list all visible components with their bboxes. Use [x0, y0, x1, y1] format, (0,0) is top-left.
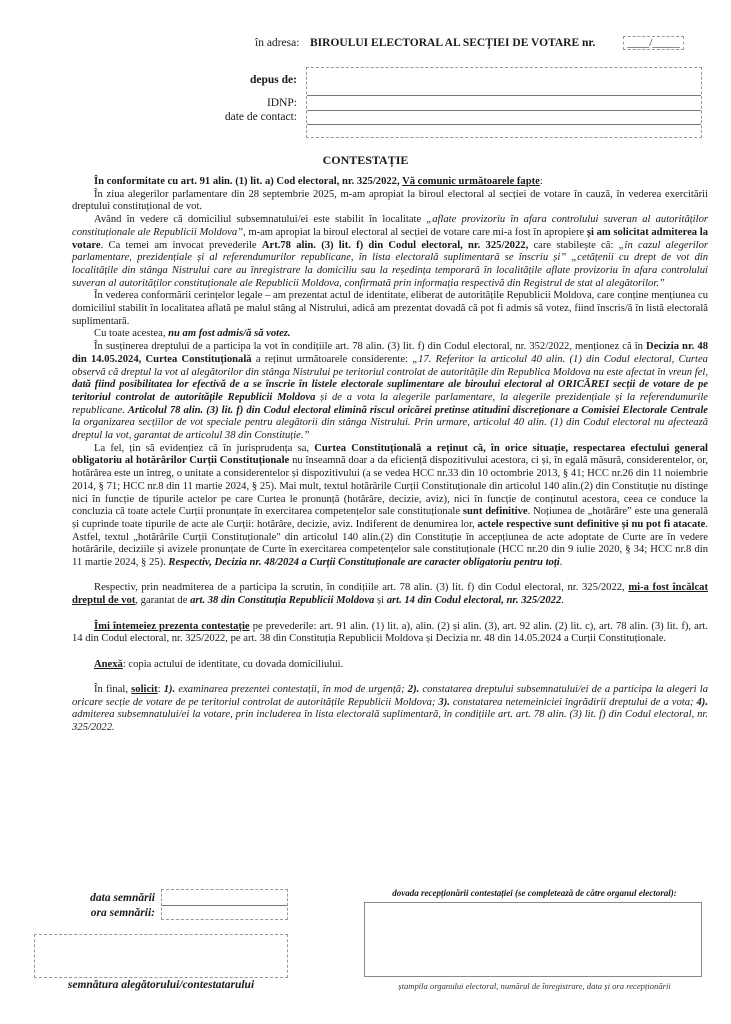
paragraph: [72, 443, 708, 570]
filed-by-label: depus de:: [250, 74, 297, 86]
text-run: Având în vedere că domiciliul subsemnatului/ei este stabilit în localitate: [94, 214, 427, 226]
sign-time-field[interactable]: [162, 906, 287, 920]
idnp-field[interactable]: [307, 96, 701, 111]
text-run: sunt definitive: [462, 506, 528, 518]
paragraph: [72, 341, 708, 443]
text-run: Respectiv, Decizia nr. 48/2024 a Curții Constituționale are caracter obligatoriu pentru toți: [168, 557, 560, 569]
address-value: BIROULUI ELECTORAL AL SECȚIEI DE VOTARE nr.: [310, 37, 596, 49]
text-run: Curtea Constituțională a reținut că, în orice situație, respectarea efectului general obligatoriu al hotărârilor Curții Constituționale: [72, 442, 708, 467]
sign-date-label: data semnării: [90, 892, 155, 904]
section-number-field[interactable]: ____/_____: [623, 36, 684, 50]
text-run: În vederea conformării cerințelor legale – am prezentat actul de identitate, eliberat de autoritățile Republicii Moldova, care conține mențiunea cu domiciliul stabilit în localitatea aflată pe malul stâng al Nistrului, adică am prezentat dovadă că pot fi admis să votez, fiind înscris/ă în listă electorală suplimentară.: [72, 290, 708, 327]
text-run: . Ca temei am invocat prevederile: [100, 239, 262, 251]
text-run: solicit: [131, 684, 158, 696]
text-run: : copia actului de identitate, cu dovada domiciliului.: [122, 658, 344, 670]
contact-field[interactable]: [307, 111, 701, 125]
text-run: .: [559, 557, 563, 569]
text-run: „17. Referitor la articolul 40 alin. (1) din Codul electoral, Curtea observă că dreptul la vot al alegătorilor din stânga Nistrului pe teritoriul controlat de autoritățile din Republica Moldova nu este afectat în vreun fel,: [72, 353, 708, 378]
text-run: pe prevederile: art. 91 alin. (1) lit. a), alin. (2) și alin. (3), art. 92 alin. (2) lit. c), art. 78 alin. (3) lit. f), art. 14 din Codul electoral, nr. 325/2022, pe art. 38 din Constituția Republicii Moldova și Decizia nr. 48 din 14.05.2024 a Curții Constituționale.: [72, 620, 708, 645]
text-run: . Astfel, textul „hotărârile Curții Constituționale" din articolul 140 alin.(2) din Constituție în accepțiunea de acte adoptate de Curte are în vedere hotărârile, deciziile și avizele pronunțate de Curte în exercitarea competențelor sale constituționale (HCC nr.20 din 9 iulie 2020, § 34; HCC nr.8 din 11 martie 2024, § 25).: [72, 518, 708, 569]
text-run: Vă comunic următoarele fapte: [402, 176, 540, 187]
paragraph: [72, 290, 708, 328]
text-run: :: [157, 684, 164, 696]
text-run: Art.78 alin. (3) lit. f) din Codul electoral, nr. 325/2022,: [261, 239, 529, 251]
text-run: actele respective sunt definitive și nu pot fi atacate: [477, 518, 706, 530]
text-run: În conformitate cu art. 91 alin. (1) lit. a) Cod electoral, nr. 325/2022,: [94, 176, 403, 187]
text-run: , garantat de: [135, 595, 191, 607]
text-run: mi-a fost încălcat dreptul de vot: [72, 582, 708, 607]
paragraph: [72, 582, 708, 607]
text-run: În ziua alegerilor parlamentare din 28 septembrie 2025, m-am apropiat la biroul electoral al secției de votare în cauză, în vederea exercitării dreptului constituțional de vot.: [72, 188, 708, 213]
receipt-title: dovada recepționării contestației (se completează de către organul electoral):: [392, 888, 677, 898]
text-run: dată fiind posibilitatea lor efectivă de a se înscrie în listele electorale suplimentare ale biroului electoral al ORICĂREI secții de votare de pe teritoriul controlat de autoritățile Republicii Moldova: [72, 379, 708, 403]
text-run: 4).: [696, 696, 708, 708]
signature-caption: semnătura alegătorului/contestatarului: [67, 979, 255, 991]
paragraph: [72, 684, 708, 735]
text-run: 1).: [163, 684, 176, 696]
text-run: la organizarea secțiilor de vot speciale pentru alegătorii din stânga Nistrului. Prin urmare, articolul 40 alin. (1) din Codul electoral nu afectează dreptul la vot, garantat de articolul 38 din Constituție.”: [72, 417, 708, 442]
text-run: 3).: [438, 696, 450, 708]
text-run: nu înseamnă doar a da eficiență dispozitivului acestora, ci și, în egală măsură, considerentelor, or, hotărârea este un întreg, o unitate a considerentelor și dispozitivului (a se vedea HCC nr.33 din 10 octombrie 2013, § 41; HCC nr.26 din 11 noiembrie 2014, § 71; HCC nr.8 din 11 martie 2024, § 25). Mai mult, textul hotărârile Curții Constituționale din articolul 140 alin.(2) din Constituție nu distinge nici în funcție de tipurile actelor pe care Curtea le pronunță (hotărâre, decizie, aviz), nici în funcție de conținutul acestora, ceea ce conduce la concluzia că toate actele Curții pronunțate în exercitarea competențelor sale constituționale: [72, 455, 709, 518]
paragraph: [72, 214, 708, 290]
text-run: art. 14 din Codul electoral, nr. 325/2022: [386, 595, 562, 607]
text-run: care stabilește că:: [528, 239, 619, 251]
text-run: și am solicitat admiterea la votare: [72, 226, 708, 251]
text-run: Îmi întemeiez prezenta contestație: [94, 620, 250, 632]
text-run: :: [539, 176, 543, 187]
text-run: .: [561, 595, 564, 607]
paragraph: [72, 659, 708, 672]
text-run: constatarea dreptului subsemnatului/ei de a participa la alegeri la oricare secție de votare de pe teritoriul controlat de autoritățile Republicii Moldova;: [72, 684, 708, 708]
idnp-label: IDNP:: [266, 97, 297, 109]
text-run: 2).: [407, 684, 420, 696]
text-run: admiterea subsemnatului/ei la votare, prin includerea în lista electorală suplimentară, în condițiile art. art. 78 alin. (3) lit. f) din Codul electoral, nr. 325/2022.: [72, 709, 708, 734]
text-run: În final,: [94, 684, 132, 696]
contact-field-extra[interactable]: [307, 125, 701, 138]
text-run: , m-am apropiat la biroul electoral al secției de votare care mi-a fost în apropiere: [243, 226, 587, 238]
text-run: Cu toate acestea,: [94, 328, 169, 340]
text-run: constatarea netemeiniciei îngrădirii dreptului de a vota;: [449, 696, 697, 708]
text-run: „aflate provizoriu în afara controlului suveran al autorităților constituționale ale Republicii Moldova”: [72, 214, 708, 238]
paragraph: [72, 189, 708, 214]
text-run: art. 38 din Constituția Republicii Moldova: [190, 595, 375, 607]
text-run: a reținut următoarele considerente:: [251, 353, 413, 365]
receipt-box[interactable]: [364, 902, 702, 977]
text-run: Respectiv, prin neadmiterea de a participa la scrutin, în condițiile art. 78 alin. (3) lit. f) din Codul electoral, nr. 325/2022,: [94, 582, 629, 594]
text-run: nu am fost admis/ă să votez.: [168, 328, 291, 340]
text-run: . Noțiunea de „hotărâre” este una generală și cuprinde toate tipurile de acte ale Curții: hotărâre, decizie, aviz. Indiferent de denumirea lor,: [72, 506, 708, 530]
sign-time-label: ora semnării:: [90, 907, 155, 919]
text-run: Anexă: [94, 658, 123, 670]
paragraph: [72, 176, 708, 189]
text-run: „în cazul alegerilor parlamentare, prezidențiale și al referendumurilor republicane, în lista electorală suplimentară se înscriu și” „cetățenii cu drept de vot din localitățile din stânga Nistrului care au înregistrare la domiciliu sau la reședința temporară în localitățile aflate provizoriu în afara controlului suveran al autorităților constituționale ale Republicii Moldova, confirmată prin informația respectivă din Registrul de stat al alegătorilor.”: [72, 239, 709, 289]
receipt-caption: ștampila organului electoral, numărul de înregistrare, data și ora recepționării: [398, 981, 671, 991]
paragraph: [72, 328, 708, 341]
text-run: și: [374, 595, 387, 607]
complaint-body: [72, 176, 708, 735]
text-run: examinarea prezentei contestații, în mod de urgență;: [175, 684, 408, 696]
sign-date-time-fields: [161, 889, 288, 920]
text-run: Decizia nr. 48 din 14.05.2024, Curtea Constituțională: [72, 341, 708, 365]
contact-label: date de contact:: [224, 111, 297, 123]
text-run: Articolul 78 alin. (3) lit. f) din Codul electoral elimină riscul oricărei pretinse atitudini discreționare a Comisiei Electorale Centrale: [127, 404, 708, 416]
document-title: CONTESTAȚIE: [322, 153, 409, 167]
sign-date-field[interactable]: [162, 890, 287, 906]
filed-by-field[interactable]: [307, 68, 701, 96]
signature-box[interactable]: [34, 934, 288, 978]
text-run: În susținerea dreptului de a participa la vot în condițiile art. 78 alin. (3) lit. f) din Codul electoral, nr. 352/2022, menționez că în: [94, 341, 647, 353]
paragraph: [72, 621, 708, 646]
address-label: în adresa:: [255, 37, 300, 49]
text-run: La fel, țin să evidențiez că în jurisprudența sa,: [94, 442, 315, 454]
text-run: și de a vota la alegerile parlamentare, la alegerile prezidențiale și la referendumurile republicane.: [72, 391, 708, 416]
applicant-fields: [306, 67, 702, 138]
